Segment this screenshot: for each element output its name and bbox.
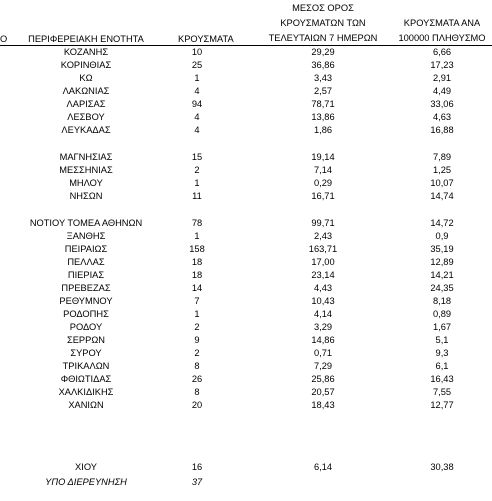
row-cases: 18	[191, 270, 203, 280]
row-per100k: 6,1	[435, 361, 449, 371]
row-avg: 29,29	[311, 47, 335, 57]
header-per100k-line-1: ΚΡΟΥΣΜΑΤΑ ΑΝΑ	[403, 18, 481, 28]
row-per100k: 2,91	[432, 73, 452, 83]
row-avg: 6,14	[313, 462, 333, 472]
header-per100k	[390, 18, 492, 44]
pending-region: ΥΠΟ ΔΙΕΡΕΥΝΗΣΗ	[45, 477, 127, 487]
row-region: ΣΥΡΟΥ	[70, 348, 102, 358]
header-cases	[178, 34, 234, 45]
row-per100k: 4,63	[432, 112, 452, 122]
row-avg: 13,86	[311, 112, 335, 122]
row-per100k: 1,25	[432, 165, 452, 175]
row-avg: 23,14	[311, 270, 335, 280]
row-region: ΛΕΣΒΟΥ	[67, 112, 105, 122]
header-avg	[262, 3, 384, 44]
row-region: ΡΕΘΥΜΝΟΥ	[59, 296, 113, 306]
row-region: ΡΟΔΟΥ	[69, 322, 103, 332]
row-cases: 1	[194, 309, 200, 319]
header-avg-line-2: ΚΡΟΥΣΜΑΤΩΝ ΤΩΝ	[280, 18, 366, 28]
cut-off-column-edge: Ο	[0, 34, 8, 44]
row-per100k: 0,89	[432, 309, 452, 319]
row-avg: 3,43	[313, 73, 333, 83]
header-per100k-line-2: 100000 ΠΛΗΘΥΣΜΟ	[398, 33, 486, 43]
row-cases: 1	[194, 73, 200, 83]
row-cases: 7	[194, 296, 200, 306]
row-region: ΛΕΥΚΑΔΑΣ	[61, 125, 111, 135]
row-region: ΝΟΤΙΟΥ ΤΟΜΕΑ ΑΘΗΝΩΝ	[29, 218, 143, 228]
row-region: ΝΗΣΩΝ	[69, 191, 103, 201]
row-cases: 26	[191, 374, 203, 384]
row-avg: 99,71	[311, 218, 335, 228]
row-per100k: 33,06	[430, 99, 454, 109]
row-avg: 25,86	[311, 374, 335, 384]
row-cases: 2	[194, 322, 200, 332]
row-cases: 10	[191, 47, 203, 57]
row-avg: 0,71	[313, 348, 333, 358]
row-cases: 1	[194, 231, 200, 241]
row-region: ΞΑΝΘΗΣ	[66, 231, 106, 241]
row-region: ΡΟΔΟΠΗΣ	[63, 309, 109, 319]
row-per100k: 1,67	[432, 322, 452, 332]
row-per100k: 6,66	[432, 47, 452, 57]
row-per100k: 7,89	[432, 152, 452, 162]
row-region: ΜΑΓΝΗΣΙΑΣ	[59, 152, 113, 162]
header-region-label: ΠΕΡΙΦΕΡΕΙΑΚΗ ΕΝΟΤΗΤΑ	[28, 34, 144, 44]
row-region: ΜΕΣΣΗΝΙΑΣ	[59, 165, 113, 175]
row-region: ΚΟΖΑΝΗΣ	[63, 47, 109, 57]
row-avg: 163,71	[308, 244, 338, 254]
row-region: ΛΑΡΙΣΑΣ	[66, 99, 106, 109]
row-cases: 11	[192, 191, 202, 201]
header-avg-line-1: ΜΕΣΟΣ ΟΡΟΣ	[292, 3, 354, 13]
row-per100k: 9,3	[435, 348, 449, 358]
row-avg: 7,14	[313, 165, 333, 175]
row-avg: 0,29	[313, 178, 333, 188]
row-cases: 8	[194, 361, 200, 371]
row-region: ΠΕΙΡΑΙΩΣ	[64, 244, 108, 254]
row-avg: 1,86	[313, 125, 333, 135]
row-per100k: 14,72	[430, 218, 454, 228]
row-cases: 8	[194, 387, 200, 397]
row-cases: 25	[191, 60, 203, 70]
row-per100k: 24,35	[430, 283, 454, 293]
row-avg: 20,57	[311, 387, 335, 397]
row-cases: 20	[191, 400, 203, 410]
row-cases: 2	[194, 165, 200, 175]
row-per100k: 16,43	[430, 374, 454, 384]
row-region: ΦΘΙΩΤΙΔΑΣ	[60, 374, 112, 384]
row-avg: 14,86	[311, 335, 335, 345]
row-per100k: 0,9	[435, 231, 449, 241]
row-cases: 4	[194, 86, 200, 96]
pending-cases: 37	[191, 477, 203, 487]
row-per100k: 7,55	[432, 387, 452, 397]
row-cases: 4	[194, 125, 200, 135]
row-cases: 9	[194, 335, 200, 345]
row-avg: 3,29	[313, 322, 333, 332]
row-region: ΛΑΚΩΝΙΑΣ	[62, 86, 110, 96]
row-per100k: 4,49	[432, 86, 452, 96]
row-avg: 4,43	[313, 283, 333, 293]
row-cases: 158	[189, 244, 205, 254]
row-avg: 19,14	[311, 152, 335, 162]
row-region: ΣΕΡΡΩΝ	[66, 335, 105, 345]
row-region: ΧΑΛΚΙΔΙΚΗΣ	[58, 387, 114, 397]
row-cases: 15	[191, 152, 203, 162]
row-avg: 16,71	[311, 191, 335, 201]
row-per100k: 16,88	[430, 125, 454, 135]
row-cases: 94	[191, 99, 203, 109]
row-avg: 17,00	[311, 257, 335, 267]
row-per100k: 30,38	[430, 462, 454, 472]
header-avg-line-3: ΤΕΛΕΥΤΑΙΩΝ 7 ΗΜΕΡΩΝ	[268, 33, 378, 43]
row-region: ΚΟΡΙΝΘΙΑΣ	[60, 60, 112, 70]
row-region: ΤΡΙΚΑΛΩΝ	[62, 361, 110, 371]
row-region: ΚΩ	[79, 73, 93, 83]
row-region: ΠΙΕΡΙΑΣ	[67, 270, 105, 280]
header-divider	[0, 45, 492, 46]
row-cases: 16	[191, 462, 203, 472]
row-avg: 78,71	[311, 99, 335, 109]
row-per100k: 12,77	[430, 400, 454, 410]
row-per100k: 17,23	[430, 60, 454, 70]
row-avg: 7,29	[313, 361, 333, 371]
row-avg: 10,43	[311, 296, 335, 306]
row-avg: 4,14	[313, 309, 333, 319]
row-region: ΧΑΝΙΩΝ	[68, 400, 104, 410]
row-avg: 18,43	[311, 400, 335, 410]
row-region: ΠΡΕΒΕΖΑΣ	[61, 283, 111, 293]
row-cases: 18	[191, 257, 203, 267]
row-avg: 2,43	[313, 231, 333, 241]
header-cases-label: ΚΡΟΥΣΜΑΤΑ	[178, 34, 234, 44]
row-avg: 36,86	[311, 60, 335, 70]
row-region: ΧΙΟΥ	[75, 462, 97, 472]
row-cases: 2	[194, 348, 200, 358]
row-per100k: 5,1	[435, 335, 449, 345]
row-per100k: 14,74	[430, 191, 454, 201]
row-cases: 14	[191, 283, 203, 293]
row-per100k: 35,19	[430, 244, 454, 254]
row-per100k: 12,89	[430, 257, 454, 267]
row-region: ΠΕΛΛΑΣ	[67, 257, 105, 267]
row-per100k: 14,21	[430, 270, 454, 280]
row-per100k: 10,07	[430, 178, 454, 188]
row-cases: 4	[194, 112, 200, 122]
row-avg: 2,57	[313, 86, 333, 96]
header-region	[0, 34, 172, 45]
row-cases: 1	[194, 178, 200, 188]
row-region: ΜΗΛΟΥ	[69, 178, 103, 188]
row-per100k: 8,18	[432, 296, 452, 306]
row-cases: 78	[191, 218, 203, 228]
